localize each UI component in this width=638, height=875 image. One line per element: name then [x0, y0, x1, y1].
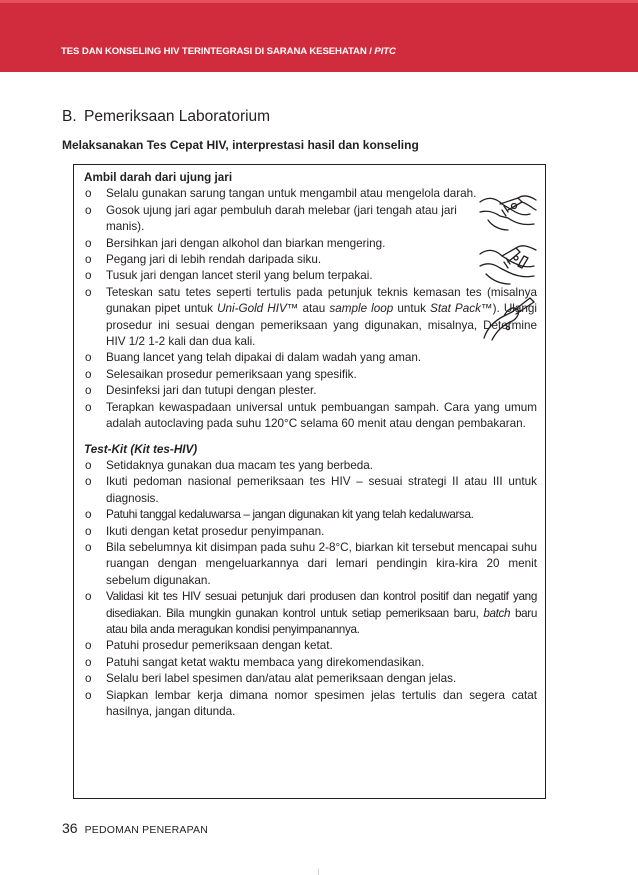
test-kit-heading: Test-Kit (Kit tes-HIV) — [84, 442, 198, 456]
list-item-text: Setidaknya gunakan dua macam tes yang berbeda. — [106, 458, 374, 472]
list-item-text: Selalu beri label spesimen dan/atau alat pemeriksaan dengan jelas. — [106, 672, 457, 686]
running-header — [61, 46, 396, 57]
bullet: o — [85, 269, 92, 283]
list-item — [84, 400, 537, 433]
bullet: o — [85, 655, 92, 669]
bullet: o — [85, 203, 92, 217]
list-item — [84, 383, 537, 399]
batch-term: batch — [483, 606, 511, 620]
list-item-text-a: Validasi kit tes HIV sesuai petunjuk dari produsen dan kontrol positif dan negatif yang disediakan. Bila mungkin gunakan kontrol untuk setiap pemeriksaan baru, — [106, 590, 537, 620]
subheading: Melaksanakan Tes Cepat HIV, interprestasi hasil dan konseling — [62, 138, 419, 152]
bullet: o — [85, 458, 92, 472]
list-item — [84, 540, 537, 589]
bullet: o — [85, 524, 92, 538]
list-item — [84, 589, 537, 638]
bullet: o — [85, 688, 92, 702]
bullet: o — [85, 672, 92, 686]
bullet: o — [85, 351, 92, 365]
list-item-text: Bersihkan jari dengan alkohol dan biarkan mengering. — [106, 236, 386, 250]
list-item — [84, 507, 537, 523]
bullet: o — [85, 639, 92, 653]
bullet: o — [85, 400, 92, 414]
section-letter: B. — [62, 108, 77, 125]
list-item — [84, 186, 490, 202]
bullet: o — [85, 475, 92, 489]
bottom-tick-mark — [318, 869, 319, 875]
list-item-text: Ikuti pedoman nasional pemeriksaan tes HIV – sesuai strategi II atau III untuk diagnosis. — [106, 475, 537, 505]
bullet: o — [85, 367, 92, 381]
list-item — [84, 236, 490, 252]
page-number: 36 — [62, 820, 78, 836]
list-item — [84, 671, 537, 687]
bullet: o — [85, 508, 92, 522]
list-item-text-g: ). Ulangi prosedur ini sesuai dengan pemeriksaan yang digunakan, misalnya, Determine HIV 1/2 1-2 kali dan dua kali. — [106, 302, 537, 349]
list-item-text: Buang lancet yang telah dipakai di dalam wadah yang aman. — [106, 351, 422, 365]
list-item-text: Selesaikan prosedur pemeriksaan yang spesifik. — [106, 367, 357, 381]
bullet: o — [85, 187, 92, 201]
finger-blood-heading: Ambil darah dari ujung jari — [84, 171, 233, 184]
list-item — [84, 203, 490, 236]
list-item-text-e: untuk — [393, 302, 431, 316]
list-item-text: Tusuk jari dengan lancet steril yang belum terpakai. — [106, 269, 373, 283]
product-name-unigold: Uni-Gold HIV™ — [217, 302, 299, 316]
list-item-text-c: baru atau bila anda meragukan kondisi penyimpanannya. — [106, 606, 537, 636]
list-item — [84, 285, 537, 351]
bullet: o — [85, 236, 92, 250]
header-accent-line — [0, 0, 638, 3]
list-item — [84, 638, 537, 654]
list-item-text-a: Teteskan satu tetes seperti tertulis pada petunjuk teknis kemasan tes (misalnya gunakan pipet untuk — [106, 285, 537, 316]
list-item-text: Patuhi sangat ketat waktu membaca yang direkomendasikan. — [106, 655, 425, 669]
list-item — [84, 252, 490, 268]
bullet: o — [85, 285, 92, 299]
box-content — [84, 170, 537, 720]
list-item-text-c: atau — [298, 302, 330, 316]
header-band — [0, 0, 638, 72]
list-item — [84, 524, 537, 540]
list-item — [84, 655, 537, 671]
list-item-text: Patuhi prosedur pemeriksaan dengan ketat. — [106, 639, 333, 653]
test-kit-list — [84, 458, 537, 721]
list-item-text: Pegang jari di lebih rendah daripada siku. — [106, 253, 322, 267]
page-footer — [62, 820, 208, 836]
sample-loop-term: sample loop — [329, 302, 394, 316]
list-item-text: Selalu gunakan sarung tangan untuk mengambil atau mengelola darah. — [106, 187, 477, 201]
list-item-text: Siapkan lembar kerja dimana nomor spesimen jelas tertulis dan segera catat hasilnya, jangan ditunda. — [106, 688, 537, 718]
list-item-text: Terapkan kewaspadaan universal untuk pembuangan sampah. Cara yang umum adalah autoclaving pada suhu 120°C selama 60 menit atau dengan pembakaran. — [106, 400, 537, 431]
list-item-text: Desinfeksi jari dan tutupi dengan plester. — [106, 384, 317, 398]
finger-blood-list — [84, 186, 537, 432]
list-item — [84, 474, 537, 507]
bullet: o — [85, 540, 92, 554]
bullet: o — [85, 384, 92, 398]
section-title: Pemeriksaan Laboratorium — [84, 108, 271, 125]
list-item — [84, 458, 537, 474]
list-item — [84, 268, 490, 284]
bullet: o — [85, 590, 92, 604]
list-item-text: Patuhi tanggal kedaluwarsa – jangan digunakan kit yang telah kedaluwarsa. — [106, 508, 474, 522]
product-name-statpack: Stat Pack™ — [430, 302, 493, 316]
bullet: o — [85, 253, 92, 267]
section-heading — [62, 108, 270, 126]
list-item-text: Gosok ujung jari agar pembuluh darah melebar (jari tengah atau jari manis). — [106, 203, 457, 234]
list-item — [84, 350, 537, 366]
list-item-text: Ikuti dengan ketat prosedur penyimpanan. — [106, 524, 325, 538]
running-header-italic: PITC — [374, 46, 396, 57]
footer-label: PEDOMAN PENERAPAN — [84, 824, 208, 836]
list-item — [84, 688, 537, 721]
list-item-text: Bila sebelumnya kit disimpan pada suhu 2-8°C, biarkan kit tersebut mencapai suhu ruangan dengan mengeluarkannya dari lemari pendingin kira-kira 20 menit sebelum digunakan. — [106, 540, 537, 587]
running-header-title: TES DAN KONSELING HIV TERINTEGRASI DI SARANA KESEHATAN / — [61, 46, 372, 57]
list-item — [84, 367, 537, 383]
